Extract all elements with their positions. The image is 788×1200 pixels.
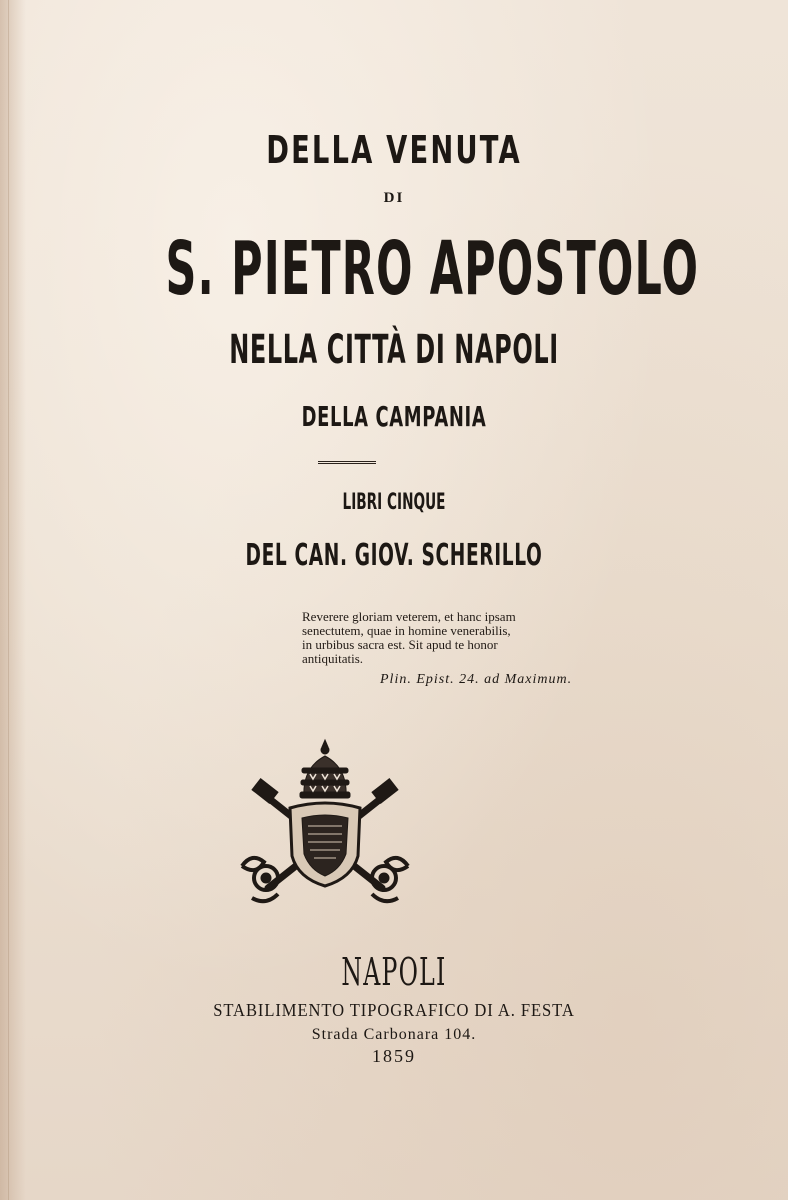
main-title: S. PIETRO APOSTOLO (165, 226, 700, 312)
imprint-year: 1859 (372, 1046, 416, 1066)
title-connector: DI (383, 190, 405, 206)
title-line-3: NELLA CITTÀ DI NAPOLI (229, 327, 559, 373)
title-line-4: DELLA CAMPANIA (301, 400, 487, 433)
imprint-city: NAPOLI (341, 950, 447, 994)
page-crease (8, 0, 9, 1200)
imprint-printer: STABILIMENTO TIPOGRAFICO DI A. FESTA (213, 1000, 575, 1020)
papal-keys-tiara-emblem-icon (232, 738, 418, 910)
imprint-address: Strada Carbonara 104. (311, 1026, 477, 1043)
epigraph-line: Reverere gloriam veterem, et hanc ipsam (302, 609, 516, 624)
page-edge-shadow (0, 0, 26, 1200)
title-line-1: DELLA VENUTA (266, 128, 522, 172)
epigraph (302, 610, 594, 666)
subtitle: LIBRI CINQUE (342, 490, 446, 515)
epigraph-citation: Plin. Epist. 24. ad Maximum. (380, 672, 573, 687)
epigraph-line: senectutem, quae in homine venerabilis, (302, 623, 511, 638)
author-line: DEL CAN. GIOV. SCHERILLO (245, 538, 543, 573)
decorative-rule (318, 461, 376, 464)
epigraph-line: in urbibus sacra est. Sit apud te honor (302, 637, 498, 652)
epigraph-line: antiquitatis. (302, 651, 364, 666)
